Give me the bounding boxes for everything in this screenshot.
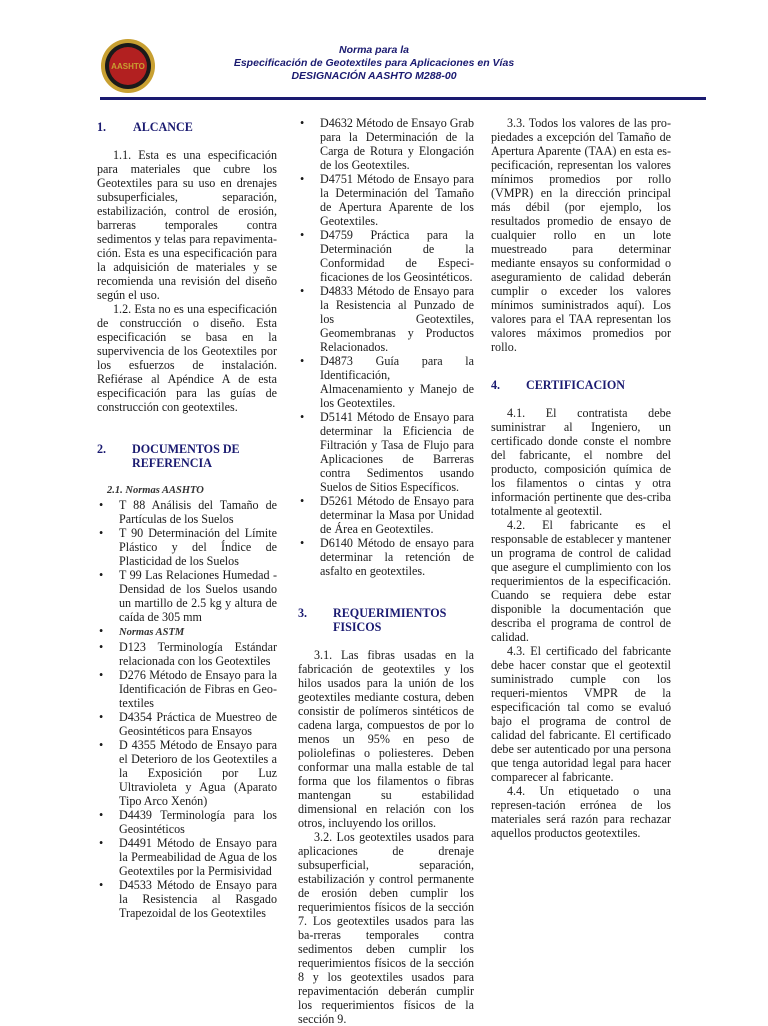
subsection-2-1: 2.1. Normas AASHTO (107, 485, 204, 496)
list-item: • D123 Terminología Estándar relacionada con los Geotextiles (97, 640, 277, 668)
list-item: • D4751 Método de Ensayo para la Determinación del Tamaño de Apertura Aparente de los Geotextiles. (298, 172, 474, 228)
para-3-1: 3.1. Las fibras usadas en la fabricación de geotextiles y los hilos usados para la unión de los geotextiles mediante costura, deben consistir de polímeros sintéticos de cadena larga, compuestos de por lo menos un 95% en peso de poliolefinas o poliesteres. Deben conformar una malla estable de tal forma que los filamentos o fibras mantengan su estabilidad dimensional en relación con los otros, incluyendo los orillos. (298, 648, 474, 830)
list-item: • D4873 Guía para la Identificación, Almacenamiento y Manejo de los Geotextiles. (298, 354, 474, 410)
section-1-number: 1. (97, 120, 107, 134)
header-rule (100, 97, 706, 100)
list-item: • D 4355 Método de Ensayo para el Deterioro de los Geotextiles a la Exposición por Luz Ultravioleta y Agua (Aparato Tipo Arco Xenón) (97, 738, 277, 808)
section-2-number: 2. (97, 442, 107, 456)
list-item: • T 90 Determinación del Límite Plástico y del Índice de Plasticidad de los Suelos (97, 526, 277, 568)
para-4-2: 4.2. El fabricante es el responsable de establecer y mantener un programa de control de calidad que asegure el cumplimiento con los requerimientos de la especificación. Cuando se requiera debe estar disponible la documentación que describa el programa de control de calidad. (491, 518, 671, 644)
para-3-2: 3.2. Los geotextiles usados para aplicaciones de drenaje subsuperficial, separación, estabilización y control permanente de erosión deben cumplir los requerimientos físicos de la sección 7. Los geotextiles usados para las ba-rreras temporales contra sedimentos deben cumplir los requerimientos físicos de la sección 8 y los geotextiles usados para repavimentación deberán cumplir los requerimientos físicos de la sección 9. (298, 830, 474, 1026)
list-item: • D4632 Método de Ensayo Grab para la Determinación de la Carga de Rotura y Elongación de los Geotextiles. (298, 116, 474, 172)
list-item: • D276 Método de Ensayo para la Identificación de Fibras en Geo-textiles (97, 668, 277, 710)
list-item: • D6140 Método de ensayo para determinar la retención de asfalto en geotextiles. (298, 536, 474, 578)
astm-label: Normas ASTM (119, 627, 185, 638)
aashto-logo (100, 38, 156, 94)
list-item: • D4759 Práctica para la Determinación de la Conformidad de Especi-ficaciones de los Geosintéticos. (298, 228, 474, 284)
section-1-title: ALCANCE (133, 120, 193, 134)
column-1 (97, 116, 277, 920)
list-item: • D4833 Método de Ensayo para la Resistencia al Punzado de los Geotextiles, Geomembranas y Productos Relacionados. (298, 284, 474, 354)
section-1-heading (97, 120, 277, 134)
list-item: • T 99 Las Relaciones Humedad - Densidad de los Suelos usando un martillo de 2.5 kg y altura de caída de 305 mm (97, 568, 277, 624)
para-1-1: 1.1. Esta es una especificación para materiales que cubre los Geotextiles para su uso en drenajes subsuperficiales, separación, estabilización, control de erosión, barreras temporales contra sedimentos y telas para repavimenta-ción. Esta es una especificación para la adquisición de materiales y se recomienda una revisión del diseño según el uso. (97, 148, 277, 302)
para-1-2: 1.2. Esta no es una especificación de construcción o diseño. Esta especificación se basa en la supervivencia de los Geotextiles por los esfuerzos de instalación. Refiérase al Apéndice A de esta especificación para las guías de construcción con geotextiles. (97, 302, 277, 414)
document-header (160, 44, 588, 83)
list-item: • D4491 Método de Ensayo para la Permeabilidad de Agua de los Geotextiles por la Permisividad (97, 836, 277, 878)
section-2-title: DOCUMENTOS DE REFERENCIA (132, 442, 240, 470)
list-item: • D5141 Método de Ensayo para determinar la Eficiencia de Filtración y Tasa de Flujo para Aplicaciones de Barreras contra Sedimentos usando Suelos de Sitios Específicos. (298, 410, 474, 494)
column-2 (298, 116, 474, 1026)
list-item: • D5261 Método de Ensayo para determinar la Masa por Unidad de Área en Geotextiles. (298, 494, 474, 536)
section-3-number: 3. (298, 606, 308, 620)
logo-text: AASHTO (111, 62, 145, 71)
astm-label-item (97, 624, 277, 640)
aashto-list (97, 498, 277, 920)
list-item: • D4533 Método de Ensayo para la Resistencia al Rasgado Trapezoidal de los Geotextiles (97, 878, 277, 920)
para-4-3: 4.3. El certificado del fabricante debe hacer constar que el geotextil suministrado cumple con los requeri-mientos VMPR de la especificación tal como se evaluó bajo el programa de control de calidad del fabricante. El certificado debe ser autenticado por una persona que tenga autoridad legal para hacer comparecer al fabricante. (491, 644, 671, 784)
section-4-heading (491, 378, 671, 392)
list-item: • D4439 Terminología para los Geosintéticos (97, 808, 277, 836)
header-line-2: Especificación de Geotextiles para Aplicaciones en Vías (233, 57, 515, 69)
list-item: • D4354 Práctica de Muestreo de Geosintéticos para Ensayos (97, 710, 277, 738)
section-4-title: CERTIFICACION (526, 378, 626, 392)
para-4-1: 4.1. El contratista debe suministrar al Ingeniero, un certificado donde conste el nombre del fabricante, el nombre del producto, composición química de los filamentos o cintas y otra información pertinente que des-criba totalmente al geotextil. (491, 406, 671, 518)
header-line-3: DESIGNACIÓN AASHTO M288-00 (291, 70, 457, 82)
section-3-heading (298, 606, 474, 634)
section-4-number: 4. (491, 378, 501, 392)
list-item: • T 88 Análisis del Tamaño de Partículas de los Suelos (97, 498, 277, 526)
astm-list-continued (298, 116, 474, 578)
header-line-1: Norma para la (338, 44, 410, 56)
section-3-title: REQUERIMIENTOS FISICOS (333, 606, 447, 634)
para-3-3: 3.3. Todos los valores de las pro-piedades a excepción del Tamaño de Apertura Aparente (TAA) en esta es-pecificación, representan los valores mínimos promedios por rollo (VMPR) en la dirección principal más débil (por ejemplo, los resultados promedio de ensayo de cualquier rollo en un lote muestreado para determinar mediante ensayos su conformidad o aseguramiento de calidad deberán cumplir o exceder los valores mínimos suministrados aquí). Los valores para el TAA representan los valores máximos promedios por rollo. (491, 116, 671, 354)
para-4-4: 4.4. Un etiquetado o una represen-tación errónea de los materiales será razón para rechazar aquellos productos geotextiles. (491, 784, 671, 840)
column-3 (491, 116, 671, 840)
section-2-heading (97, 442, 277, 470)
